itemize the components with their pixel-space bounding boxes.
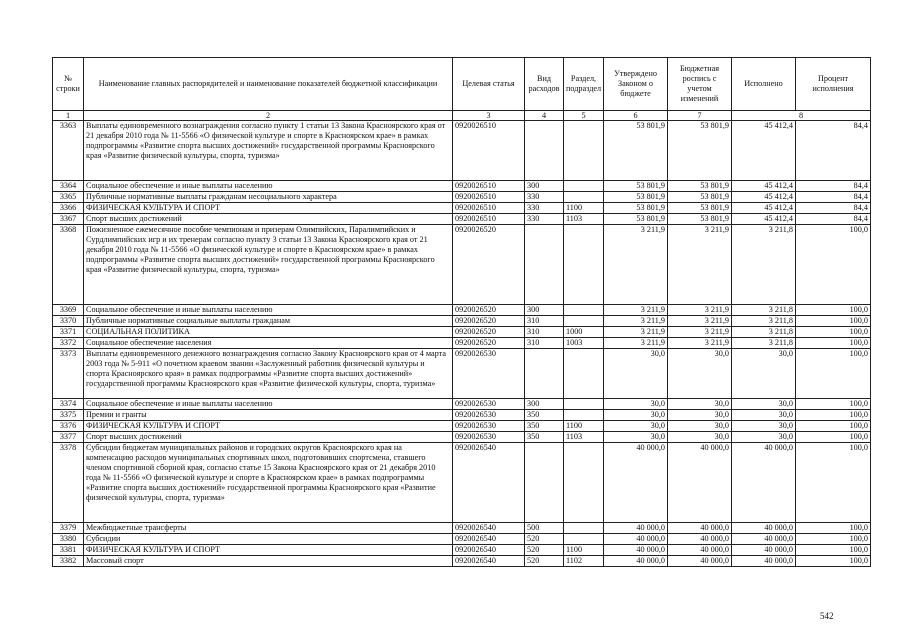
budget-plan-cell: 3 211,9: [668, 327, 732, 338]
approved-amount-cell: 53 801,9: [604, 181, 668, 192]
column-number: 3: [453, 111, 525, 121]
section-cell: [564, 349, 604, 399]
row-number-cell: 3376: [53, 421, 84, 432]
approved-amount-cell: 3 211,9: [604, 338, 668, 349]
row-number-cell: 3378: [53, 443, 84, 523]
column-number: 2: [84, 111, 453, 121]
target-article-cell: 0920026520: [453, 338, 525, 349]
budget-plan-cell: 30,0: [668, 421, 732, 432]
budget-plan-cell: 40 000,0: [668, 534, 732, 545]
table-row: [53, 421, 871, 432]
row-name-cell: Социальное обеспечение и иные выплаты населению: [84, 181, 453, 192]
row-name-cell: Спорт высших достижений: [84, 214, 453, 225]
expense-type-cell: 350: [525, 421, 564, 432]
executed-amount-cell: 45 412,4: [732, 121, 796, 181]
col-header-expense-type: Вид расходов: [525, 58, 564, 111]
percent-cell: 100,0: [796, 305, 871, 316]
col-header-executed: Исполнено: [732, 58, 796, 111]
target-article-cell: 0920026510: [453, 214, 525, 225]
row-number-cell: 3363: [53, 121, 84, 181]
row-name-cell: Массовый спорт: [84, 556, 453, 567]
executed-amount-cell: 3 211,8: [732, 305, 796, 316]
section-cell: 1100: [564, 545, 604, 556]
budget-plan-cell: 3 211,9: [668, 305, 732, 316]
budget-plan-cell: 53 801,9: [668, 203, 732, 214]
target-article-cell: 0920026530: [453, 399, 525, 410]
section-cell: 1003: [564, 338, 604, 349]
table-row: [53, 338, 871, 349]
row-number-cell: 3373: [53, 349, 84, 399]
approved-amount-cell: 53 801,9: [604, 214, 668, 225]
row-number-cell: 3364: [53, 181, 84, 192]
target-article-cell: 0920026540: [453, 556, 525, 567]
executed-amount-cell: 30,0: [732, 399, 796, 410]
target-article-cell: 0920026530: [453, 432, 525, 443]
expense-type-cell: 350: [525, 432, 564, 443]
row-number-cell: 3370: [53, 316, 84, 327]
expense-type-cell: [525, 443, 564, 523]
section-cell: 1000: [564, 327, 604, 338]
target-article-cell: 0920026510: [453, 121, 525, 181]
percent-cell: 100,0: [796, 338, 871, 349]
budget-plan-cell: 40 000,0: [668, 545, 732, 556]
section-cell: [564, 534, 604, 545]
executed-amount-cell: 40 000,0: [732, 443, 796, 523]
percent-cell: 100,0: [796, 349, 871, 399]
col-header-target-article: Целевая статья: [453, 58, 525, 111]
target-article-cell: 0920026520: [453, 305, 525, 316]
table-row: [53, 432, 871, 443]
percent-cell: 100,0: [796, 556, 871, 567]
expense-type-cell: 310: [525, 327, 564, 338]
table-body: [53, 121, 871, 567]
row-name-cell: Субсидии бюджетам муниципальных районов и городских округов Красноярского края на компенсацию расходов муниципальных спортивных школ, подготовивших спортсмена, ставшего членом спортивной сборной края, согласно статье 15 Закона Красноярского края от 21 декабря 2010 года № 11-5566 «О физической культуре и спорте в Красноярском крае» в рамках подпрограммы «Развитие спорта высших достижений» государственной программы Красноярского края «Развитие физической культуры, спорта, туризма»: [84, 443, 453, 523]
table-row: [53, 327, 871, 338]
executed-amount-cell: 30,0: [732, 410, 796, 421]
budget-plan-cell: 53 801,9: [668, 214, 732, 225]
page-number: 542: [820, 611, 834, 621]
budget-plan-cell: 30,0: [668, 432, 732, 443]
row-name-cell: Социальное обеспечение и иные выплаты населению: [84, 305, 453, 316]
section-cell: [564, 316, 604, 327]
percent-cell: 100,0: [796, 316, 871, 327]
budget-plan-cell: 40 000,0: [668, 443, 732, 523]
percent-cell: 100,0: [796, 327, 871, 338]
expense-type-cell: [525, 225, 564, 305]
executed-amount-cell: 40 000,0: [732, 523, 796, 534]
row-number-cell: 3381: [53, 545, 84, 556]
row-number-cell: 3372: [53, 338, 84, 349]
section-cell: [564, 305, 604, 316]
row-number-cell: 3367: [53, 214, 84, 225]
budget-plan-cell: 40 000,0: [668, 556, 732, 567]
row-name-cell: ФИЗИЧЕСКАЯ КУЛЬТУРА И СПОРТ: [84, 421, 453, 432]
column-number: 7: [668, 111, 732, 121]
executed-amount-cell: 40 000,0: [732, 534, 796, 545]
table-row: [53, 523, 871, 534]
table-row: [53, 316, 871, 327]
col-header-section: Раздел, подраздел: [564, 58, 604, 111]
percent-cell: 84,4: [796, 181, 871, 192]
row-name-cell: Субсидии: [84, 534, 453, 545]
row-number-cell: 3380: [53, 534, 84, 545]
executed-amount-cell: 3 211,8: [732, 338, 796, 349]
section-cell: [564, 192, 604, 203]
expense-type-cell: 310: [525, 316, 564, 327]
column-number: 6: [604, 111, 668, 121]
expense-type-cell: 300: [525, 181, 564, 192]
target-article-cell: 0920026520: [453, 327, 525, 338]
budget-plan-cell: 3 211,9: [668, 316, 732, 327]
target-article-cell: 0920026540: [453, 443, 525, 523]
target-article-cell: 0920026540: [453, 545, 525, 556]
budget-plan-cell: 53 801,9: [668, 192, 732, 203]
section-cell: [564, 410, 604, 421]
budget-plan-cell: 30,0: [668, 399, 732, 410]
row-name-cell: Выплаты единовременного денежного вознаграждения согласно Закону Красноярского края от 4 марта 2003 года № 5-911 «О почетном краевом звании «Заслуженный работник физической культуры и спорта Красноярского края» в рамках подпрограммы «Развитие спорта высших достижений» государственной программы Красноярского края «Развитие физической культуры, спорта, туризма»: [84, 349, 453, 399]
approved-amount-cell: 40 000,0: [604, 556, 668, 567]
approved-amount-cell: 40 000,0: [604, 523, 668, 534]
section-cell: 1103: [564, 432, 604, 443]
percent-cell: 100,0: [796, 534, 871, 545]
expense-type-cell: 520: [525, 545, 564, 556]
table-row: [53, 121, 871, 181]
section-cell: 1102: [564, 556, 604, 567]
table-row: [53, 349, 871, 399]
table-row: [53, 203, 871, 214]
budget-plan-cell: 30,0: [668, 349, 732, 399]
section-cell: [564, 523, 604, 534]
row-name-cell: ФИЗИЧЕСКАЯ КУЛЬТУРА И СПОРТ: [84, 203, 453, 214]
percent-cell: 100,0: [796, 421, 871, 432]
approved-amount-cell: 30,0: [604, 421, 668, 432]
approved-amount-cell: 40 000,0: [604, 443, 668, 523]
approved-amount-cell: 30,0: [604, 399, 668, 410]
executed-amount-cell: 30,0: [732, 421, 796, 432]
table-row: [53, 410, 871, 421]
expense-type-cell: 520: [525, 534, 564, 545]
row-name-cell: Межбюджетные трансферты: [84, 523, 453, 534]
row-number-cell: 3365: [53, 192, 84, 203]
col-header-row-number: № строки: [53, 58, 84, 111]
target-article-cell: 0920026510: [453, 203, 525, 214]
table-row: [53, 192, 871, 203]
budget-plan-cell: 3 211,9: [668, 338, 732, 349]
approved-amount-cell: 40 000,0: [604, 534, 668, 545]
budget-plan-cell: 53 801,9: [668, 121, 732, 181]
table-row: [53, 556, 871, 567]
section-cell: 1100: [564, 421, 604, 432]
column-number: 4: [525, 111, 564, 121]
expense-type-cell: 350: [525, 410, 564, 421]
table-row: [53, 399, 871, 410]
percent-cell: 84,4: [796, 203, 871, 214]
section-cell: [564, 121, 604, 181]
row-name-cell: Премии и гранты: [84, 410, 453, 421]
col-header-approved: Утверждено Законом о бюджете: [604, 58, 668, 111]
section-cell: [564, 181, 604, 192]
executed-amount-cell: 3 211,8: [732, 316, 796, 327]
row-number-cell: 3369: [53, 305, 84, 316]
approved-amount-cell: 40 000,0: [604, 545, 668, 556]
budget-plan-cell: 30,0: [668, 410, 732, 421]
executed-amount-cell: 3 211,8: [732, 225, 796, 305]
table-row: [53, 214, 871, 225]
section-cell: 1100: [564, 203, 604, 214]
approved-amount-cell: 3 211,9: [604, 225, 668, 305]
percent-cell: 100,0: [796, 225, 871, 305]
approved-amount-cell: 3 211,9: [604, 327, 668, 338]
column-number: 8: [732, 111, 871, 121]
approved-amount-cell: 30,0: [604, 410, 668, 421]
expense-type-cell: 330: [525, 203, 564, 214]
expense-type-cell: 330: [525, 214, 564, 225]
budget-plan-cell: 3 211,9: [668, 225, 732, 305]
section-cell: 1103: [564, 214, 604, 225]
approved-amount-cell: 3 211,9: [604, 305, 668, 316]
row-number-cell: 3368: [53, 225, 84, 305]
col-header-budget-plan: Бюджетная роспись с учетом изменений: [668, 58, 732, 111]
row-name-cell: Социальное обеспечение населения: [84, 338, 453, 349]
header-row: [53, 58, 871, 111]
target-article-cell: 0920026530: [453, 421, 525, 432]
row-name-cell: ФИЗИЧЕСКАЯ КУЛЬТУРА И СПОРТ: [84, 545, 453, 556]
column-number: 1: [53, 111, 84, 121]
table-row: [53, 443, 871, 523]
row-number-cell: 3375: [53, 410, 84, 421]
row-number-cell: 3366: [53, 203, 84, 214]
approved-amount-cell: 30,0: [604, 432, 668, 443]
executed-amount-cell: 3 211,8: [732, 327, 796, 338]
budget-plan-cell: 53 801,9: [668, 181, 732, 192]
expense-type-cell: 300: [525, 305, 564, 316]
table-row: [53, 181, 871, 192]
executed-amount-cell: 45 412,4: [732, 203, 796, 214]
expense-type-cell: 520: [525, 556, 564, 567]
executed-amount-cell: 40 000,0: [732, 556, 796, 567]
col-header-percent: Процент исполнения: [796, 58, 871, 111]
percent-cell: 100,0: [796, 443, 871, 523]
expense-type-cell: 500: [525, 523, 564, 534]
percent-cell: 84,4: [796, 192, 871, 203]
section-cell: [564, 399, 604, 410]
executed-amount-cell: 45 412,4: [732, 192, 796, 203]
expense-type-cell: [525, 349, 564, 399]
percent-cell: 100,0: [796, 545, 871, 556]
percent-cell: 100,0: [796, 399, 871, 410]
target-article-cell: 0920026520: [453, 225, 525, 305]
approved-amount-cell: 53 801,9: [604, 192, 668, 203]
row-name-cell: Спорт высших достижений: [84, 432, 453, 443]
percent-cell: 100,0: [796, 523, 871, 534]
budget-execution-table: [52, 57, 871, 567]
section-cell: [564, 443, 604, 523]
target-article-cell: 0920026520: [453, 316, 525, 327]
column-number: 5: [564, 111, 604, 121]
table-row: [53, 225, 871, 305]
percent-cell: 100,0: [796, 410, 871, 421]
executed-amount-cell: 30,0: [732, 432, 796, 443]
executed-amount-cell: 30,0: [732, 349, 796, 399]
executed-amount-cell: 45 412,4: [732, 181, 796, 192]
expense-type-cell: 310: [525, 338, 564, 349]
percent-cell: 84,4: [796, 214, 871, 225]
table-row: [53, 534, 871, 545]
row-number-cell: 3382: [53, 556, 84, 567]
target-article-cell: 0920026530: [453, 349, 525, 399]
expense-type-cell: 330: [525, 192, 564, 203]
row-number-cell: 3377: [53, 432, 84, 443]
row-number-cell: 3371: [53, 327, 84, 338]
percent-cell: 100,0: [796, 432, 871, 443]
table-row: [53, 545, 871, 556]
row-number-cell: 3374: [53, 399, 84, 410]
executed-amount-cell: 45 412,4: [732, 214, 796, 225]
column-numbers-row: [53, 111, 871, 121]
approved-amount-cell: 53 801,9: [604, 203, 668, 214]
budget-plan-cell: 40 000,0: [668, 523, 732, 534]
row-name-cell: Пожизненное ежемесячное пособие чемпионам и призерам Олимпийских, Паралимпийских и Сурдлимпийских игр и их тренерам согласно пункту 3 статьи 13 Закона Красноярского края от 21 декабря 2010 года № 11-5566 «О физической культуре и спорте в Красноярском крае» в рамках подпрограммы «Развитие спорта высших достижений» государственной программы Красноярского края «Развитие физической культуры, спорта, туризма»: [84, 225, 453, 305]
approved-amount-cell: 30,0: [604, 349, 668, 399]
target-article-cell: 0920026540: [453, 523, 525, 534]
expense-type-cell: [525, 121, 564, 181]
row-name-cell: Публичные нормативные социальные выплаты гражданам: [84, 316, 453, 327]
target-article-cell: 0920026510: [453, 192, 525, 203]
row-name-cell: Социальное обеспечение и иные выплаты населению: [84, 399, 453, 410]
section-cell: [564, 225, 604, 305]
percent-cell: 84,4: [796, 121, 871, 181]
row-name-cell: СОЦИАЛЬНАЯ ПОЛИТИКА: [84, 327, 453, 338]
target-article-cell: 0920026510: [453, 181, 525, 192]
expense-type-cell: 300: [525, 399, 564, 410]
executed-amount-cell: 40 000,0: [732, 545, 796, 556]
table-row: [53, 305, 871, 316]
approved-amount-cell: 3 211,9: [604, 316, 668, 327]
row-number-cell: 3379: [53, 523, 84, 534]
col-header-name: Наименование главных распорядителей и наименование показателей бюджетной классификации: [84, 58, 453, 111]
approved-amount-cell: 53 801,9: [604, 121, 668, 181]
target-article-cell: 0920026530: [453, 410, 525, 421]
row-name-cell: Публичные нормативные выплаты гражданам несоциального характера: [84, 192, 453, 203]
row-name-cell: Выплаты единовременного вознаграждения согласно пункту 1 статьи 13 Закона Красноярского края от 21 декабря 2010 года № 11-5566 «О физической культуре и спорте в Красноярском крае» в рамках подпрограммы «Развитие спорта высших достижений» государственной программы Красноярского края «Развитие физической культуры, спорта, туризма»: [84, 121, 453, 181]
target-article-cell: 0920026540: [453, 534, 525, 545]
